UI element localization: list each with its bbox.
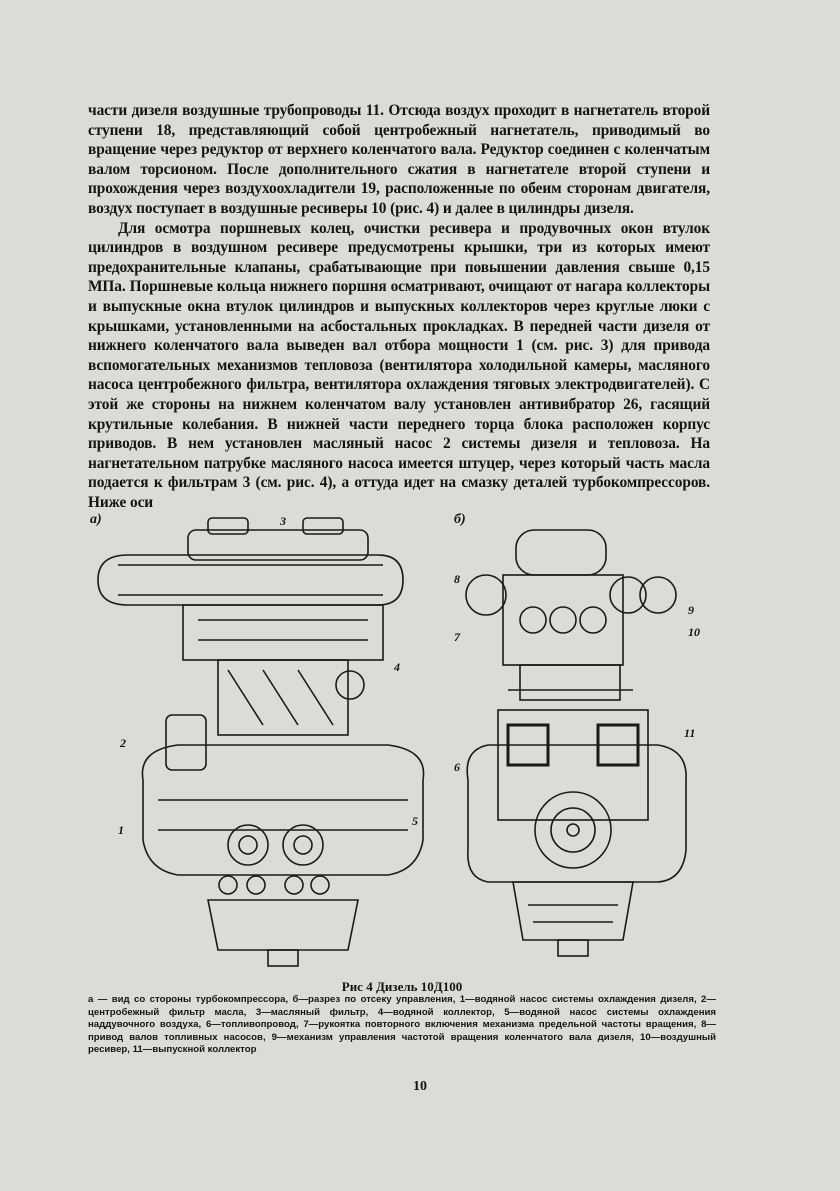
figure-legend: а — вид со стороны турбокомпрессора, б—разрез по отсеку управления, 1—водяной насос системы охлаждения дизеля, 2—центробежный фильтр масла, 3—масляный фильтр, 4—водяной коллектор, 5—водяной насос системы охлаждения наддувочного воздуха, 6—топливопровод, 7—рукоятка повторного включения механизма предельной частоты вращения, 8—привод валов топливных насосов, 9—механизм управления частотой вращения коленчатого вала дизеля, 10—воздушный ресивер, 11—выпускной коллектор — [88, 994, 716, 1056]
callout-11: 11 — [684, 726, 696, 740]
figure-title: Рис 4 Дизель 10Д100 — [341, 979, 463, 994]
callout-10: 10 — [688, 625, 700, 639]
view-a-label: а) — [90, 512, 102, 527]
engine-figure — [88, 510, 716, 975]
paragraph-2: Для осмотра поршневых колец, очистки ресивера и продувочных окон втулок цилиндров в воздушном ресивере предусмотрены крышки, три из которых имеют предохранительные клапаны, срабатывающие при повышении давления свыше 0,15 МПа. Поршневые кольца нижнего поршня осматривают, очищают от нагара коллекторы и выпускные окна втулок цилиндров и выпускных коллекторов через круглые люки с крышками, установленными на асбостальных прокладках. В передней части дизеля от нижнего коленчатого вала выведен вал отбора мощности 1 (см. рис. 3) для привода вспомогательных механизмов тепловоза (вентилятора холодильной камеры, масляного насоса центробежного фильтра, вентилятора охлаждения тяговых электродвигателей). С этой же стороны на нижнем коленчатом валу установлен антивибратор 26, гасящий крутильные колебания. В нижней части переднего торца блока расположен корпус приводов. В нем установлен масляный насос 2 системы дизеля и тепловоза. На нагнетательном патрубке масляного насоса имеется штуцер, через который часть масла подается к фильтрам 3 (см. рис. 4), а оттуда идет на смазку деталей турбокомпрессоров. Ниже оси — [88, 219, 710, 511]
body-text — [88, 101, 710, 512]
callout-9: 9 — [688, 603, 694, 617]
view-b-label: б) — [454, 512, 466, 527]
view-a-drawing — [98, 518, 424, 966]
callout-6: 6 — [454, 760, 460, 774]
paragraph-1: части дизеля воздушные трубопроводы 11. Отсюда воздух проходит в нагнетатель второй ступени 18, представляющий собой центробежный нагнетатель, приводимый во вращение через редуктор от верхнего коленчатого вала. Редуктор соединен с коленчатым валом торсионом. После дополнительного сжатия в нагнетателе второй ступени и прохождения через воздухоохладители 19, расположенные по обеим сторонам двигателя, воздух поступает в воздушные ресиверы 10 (рис. 4) и далее в цилиндры дизеля. — [88, 102, 710, 217]
callout-3: 3 — [280, 514, 286, 528]
callout-1: 1 — [118, 823, 124, 837]
callout-2: 2 — [120, 736, 126, 750]
callout-4: 4 — [394, 660, 400, 674]
callout-7: 7 — [454, 630, 460, 644]
callout-5: 5 — [412, 814, 418, 828]
page-number: 10 — [413, 1079, 427, 1094]
callout-8: 8 — [454, 572, 460, 586]
view-b-drawing — [466, 530, 686, 956]
engine-drawing — [88, 510, 716, 975]
